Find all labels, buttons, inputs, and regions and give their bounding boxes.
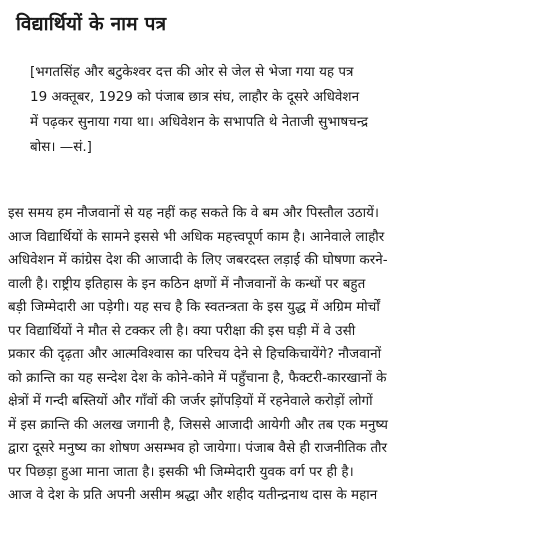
body-line: में इस क्रान्ति की अलख जगानी है, जिससे आजादी आयेगी और तब एक मनुष्य (8, 416, 388, 433)
letter-title: विद्यार्थियों के नाम पत्र (16, 13, 167, 35)
body-line: को क्रान्ति का यह सन्देश देश के कोने-कोने में पहुँचाना है, फैक्टरी-कारखानों के (8, 369, 387, 386)
body-line: पर विद्यार्थियों ने मौत से टक्कर ली है। क्या परीक्षा की इस घड़ी में वे उसी (8, 322, 356, 339)
editor-note-line: में पढ़कर सुनाया गया था। अधिवेशन के सभापति थे नेताजी सुभाषचन्द्र (30, 114, 369, 130)
body-line: क्षेत्रों में गन्दी बस्तियों और गाँवों की जर्जर झोंपड़ियों में रहनेवाले करोड़ों लोगों (8, 393, 373, 409)
body-line: प्रकार की दृढ़ता और आत्मविश्वास का परिचय देने से हिचकिचायेंगे? नौजवानों (8, 346, 382, 362)
body-line: इस समय हम नौजवानों से यह नहीं कह सकते कि वे बम और पिस्तौल उठायें। (8, 205, 380, 221)
editor-note-line: [भगतसिंह और बटुकेश्वर दत्त की ओर से जेल से भेजा गया यह पत्र (30, 64, 354, 80)
body-line: पर पिछड़ा हुआ माना जाता है। इसकी भी जिम्मेदारी युवक वर्ग पर ही है। (8, 463, 354, 480)
letter-body (8, 202, 534, 508)
body-line: वाली है। राष्ट्रीय इतिहास के इन कठिन क्षणों में नौजवानों के कन्धों पर बहुत (8, 275, 366, 292)
body-line: बड़ी जिम्मेदारी आ पड़ेगी। यह सच है कि स्वतन्त्रता के इस युद्ध में अग्रिम मोर्चों (8, 299, 380, 315)
editor-note-line: बोस। —सं.] (30, 139, 92, 155)
body-line: अधिवेशन में कांग्रेस देश की आजादी के लिए जबरदस्त लड़ाई की घोषणा करने- (8, 252, 388, 268)
body-line: आज विद्यार्थियों के सामने इससे भी अधिक महत्त्वपूर्ण काम है। आनेवाले लाहौर (8, 228, 385, 245)
body-line: द्वारा दूसरे मनुष्य का शोषण असम्भव हो जायेगा। पंजाब वैसे ही राजनीतिक तौर (8, 440, 388, 456)
editor-note-line: 19 अक्तूबर, 1929 को पंजाब छात्र संघ, लाहौर के दूसरे अधिवेशन (30, 89, 360, 105)
body-line: आज वे देश के प्रति अपनी असीम श्रद्धा और शहीद यतीन्द्रनाथ दास के महान (8, 487, 378, 503)
editor-note (30, 60, 530, 160)
